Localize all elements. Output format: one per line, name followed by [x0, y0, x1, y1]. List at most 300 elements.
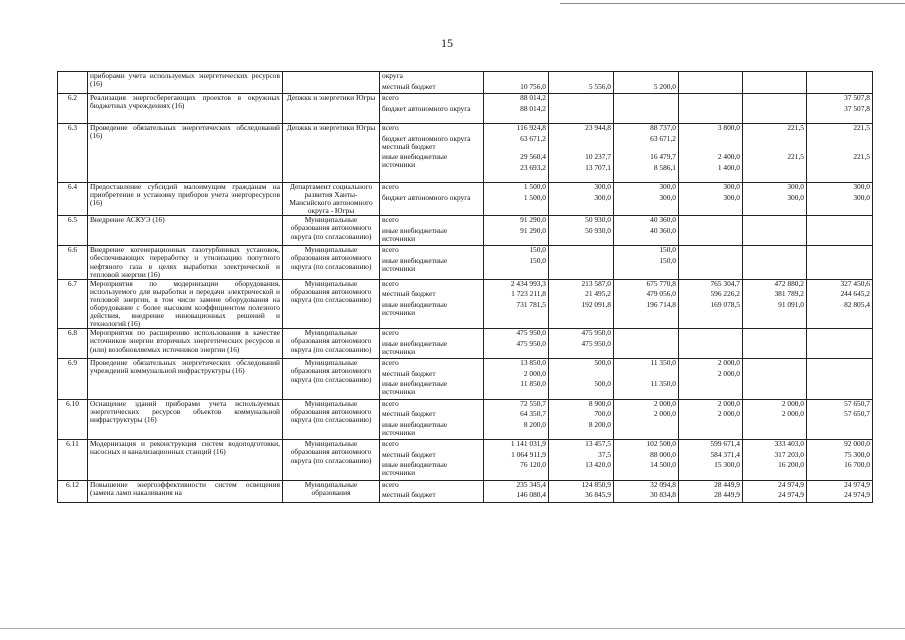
funding-source: всего — [382, 279, 399, 288]
funding-source: всего — [382, 480, 399, 489]
budget-table — [57, 71, 873, 503]
amount-value: 1 500,0 — [523, 183, 546, 191]
funding-source: иные внебюджетные источники — [382, 226, 448, 243]
amount-cell — [484, 480, 549, 502]
funding-source: местный бюджет — [382, 290, 436, 299]
executor-name: Муниципальные образования автономного округа (по согласованию) — [283, 216, 380, 246]
funding-source: всего — [382, 94, 399, 102]
amount-cell — [484, 329, 549, 359]
amount-value: 57 650,7 — [844, 399, 870, 408]
amount-value: 13 457,5 — [585, 440, 611, 449]
table-row — [58, 279, 873, 329]
amount-cell — [549, 279, 614, 329]
amount-value: 32 094,8 — [650, 480, 676, 489]
amount-value: 221,5 — [787, 153, 804, 161]
funding-source: местный бюджет — [382, 142, 436, 151]
amount-cell — [743, 279, 807, 329]
amount-cell — [807, 440, 873, 481]
funding-sources — [380, 440, 484, 481]
amount-value: 13 850,0 — [520, 359, 546, 368]
amount-value: 63 671,2 — [650, 134, 676, 143]
funding-source: всего — [382, 359, 399, 368]
amount-value — [681, 380, 740, 399]
funding-source: бюджет автономного округа — [382, 104, 471, 113]
amount-cell — [679, 124, 743, 183]
funding-sources — [380, 246, 484, 279]
row-number: 6.12 — [58, 480, 88, 502]
amount-value — [681, 72, 740, 83]
amount-value — [616, 370, 676, 381]
amount-value — [681, 257, 740, 276]
amount-value — [809, 257, 870, 276]
amount-value: 221,5 — [853, 124, 870, 132]
amount-value — [486, 72, 546, 83]
amount-cell — [743, 94, 807, 124]
amount-value: 23 944,8 — [585, 124, 611, 132]
amount-cell — [614, 216, 679, 246]
amount-value — [616, 105, 676, 124]
amount-cell — [807, 359, 873, 400]
amount-cell — [807, 216, 873, 246]
table-row — [58, 216, 873, 246]
amount-value: 333 403,0 — [774, 440, 804, 449]
amount-value: 16 700,0 — [844, 461, 870, 470]
amount-value: 300,0 — [594, 193, 611, 202]
table-body — [58, 72, 873, 503]
funding-source: местный бюджет — [382, 82, 436, 91]
funding-source: всего — [382, 399, 399, 408]
amount-value — [809, 83, 870, 94]
amount-cell — [679, 480, 743, 502]
executor-name: Муниципальные образования автономного округа (по согласованию) — [283, 246, 380, 279]
row-number: 6.8 — [58, 329, 88, 359]
amount-cell — [679, 359, 743, 400]
amount-value: 11 350,0 — [650, 380, 676, 389]
funding-source: бюджет автономного округа — [382, 134, 471, 143]
row-number: 6.9 — [58, 359, 88, 400]
amount-cell — [614, 72, 679, 94]
amount-value — [681, 105, 740, 124]
amount-cell — [549, 359, 614, 400]
amount-cell — [484, 440, 549, 481]
amount-cell — [614, 440, 679, 481]
measure-name: Внедрение АСКУЭ (16) — [88, 216, 283, 246]
funding-source: иные внебюджетные источники — [382, 256, 448, 273]
row-number — [58, 72, 88, 94]
amount-cell — [807, 183, 873, 216]
amount-value: 300,0 — [853, 193, 870, 202]
amount-cell — [484, 94, 549, 124]
amount-value: 500,0 — [594, 359, 611, 368]
amount-value: 169 078,5 — [710, 300, 740, 309]
amount-value: 1 723 211,8 — [511, 290, 546, 299]
amount-value: 300,0 — [723, 183, 740, 191]
amount-value — [809, 421, 870, 440]
amount-cell — [807, 279, 873, 329]
amount-value — [745, 340, 804, 359]
table-row — [58, 480, 873, 502]
amount-value: 37 507,8 — [844, 94, 870, 102]
row-number: 6.3 — [58, 124, 88, 183]
amount-cell — [679, 183, 743, 216]
amount-value: 76 120,0 — [520, 461, 546, 470]
amount-value — [681, 94, 740, 105]
amount-value — [809, 135, 870, 154]
amount-value: 29 560,4 — [520, 153, 546, 161]
amount-value — [745, 135, 804, 154]
table-row — [58, 359, 873, 400]
amount-cell — [743, 72, 807, 94]
amount-cell — [807, 124, 873, 183]
amount-cell — [807, 72, 873, 94]
amount-value: 37,5 — [598, 450, 611, 459]
amount-cell — [484, 72, 549, 94]
amount-value: 24 974,9 — [778, 480, 804, 489]
funding-sources — [380, 183, 484, 216]
funding-source: иные внебюджетные источники — [382, 300, 448, 317]
amount-cell — [614, 124, 679, 183]
amount-value: 28 449,9 — [714, 480, 740, 489]
amount-value — [745, 94, 804, 105]
amount-cell — [549, 124, 614, 183]
amount-value: 13 707,1 — [585, 163, 611, 172]
amount-value: 23 693,2 — [520, 163, 546, 172]
amount-cell — [549, 183, 614, 216]
amount-cell — [679, 279, 743, 329]
amount-value: 88 000,0 — [650, 450, 676, 459]
amount-cell — [549, 440, 614, 481]
amount-cell — [743, 480, 807, 502]
amount-cell — [484, 183, 549, 216]
amount-value: 700,0 — [594, 410, 611, 419]
amount-value: 1 141 031,9 — [510, 440, 546, 449]
amount-value: 91 290,0 — [520, 216, 546, 225]
amount-value: 3 800,0 — [717, 124, 740, 132]
amount-value: 88 014,2 — [520, 94, 546, 102]
amount-value: 2 000,0 — [523, 369, 546, 378]
amount-value: 24 974,9 — [844, 491, 870, 500]
amount-value: 10 237,7 — [585, 153, 611, 161]
amount-value — [745, 329, 804, 340]
amount-value: 91 290,0 — [520, 226, 546, 235]
amount-value — [809, 227, 870, 246]
amount-cell — [484, 399, 549, 440]
amount-cell — [614, 480, 679, 502]
funding-sources — [380, 124, 484, 183]
amount-value — [809, 380, 870, 399]
amount-cell — [484, 279, 549, 329]
amount-cell — [614, 399, 679, 440]
amount-value: 765 304,7 — [710, 279, 740, 288]
amount-value: 8 586,1 — [653, 163, 676, 172]
executor-name: Департамент социального развития Ханты-Мансийского автономного округа - Югры — [283, 183, 380, 216]
amount-value: 40 360,0 — [650, 216, 676, 225]
amount-value — [616, 329, 676, 340]
amount-cell — [743, 329, 807, 359]
amount-value — [809, 216, 870, 227]
amount-value: 8 200,0 — [588, 420, 611, 429]
amount-value: 317 203,0 — [774, 450, 804, 459]
funding-sources — [380, 279, 484, 329]
amount-value — [681, 216, 740, 227]
measure-name: Модернизация и реконструкция систем водоподготовки, насосных и канализационных станций (16) — [88, 440, 283, 481]
amount-cell — [807, 329, 873, 359]
amount-value: 1 500,0 — [523, 193, 546, 202]
funding-source: местный бюджет — [382, 369, 436, 378]
amount-value — [551, 370, 611, 381]
amount-value: 213 587,0 — [581, 279, 611, 288]
amount-cell — [614, 183, 679, 216]
amount-value: 150,0 — [659, 256, 676, 265]
amount-value: 24 974,9 — [844, 480, 870, 489]
measure-name: Проведение обязательных энергетических обследований (16) — [88, 124, 283, 183]
amount-value: 91 091,0 — [778, 300, 804, 309]
amount-cell — [614, 329, 679, 359]
funding-source: местный бюджет — [382, 410, 436, 419]
amount-value: 21 495,2 — [585, 290, 611, 299]
amount-value: 24 974,9 — [778, 491, 804, 500]
amount-value: 64 350,7 — [520, 410, 546, 419]
amount-cell — [679, 399, 743, 440]
amount-value: 2 000,0 — [653, 399, 676, 408]
amount-value: 475 950,0 — [581, 339, 611, 348]
amount-value: 30 834,8 — [650, 491, 676, 500]
amount-value: 13 420,0 — [585, 461, 611, 470]
amount-value: 124 850,9 — [581, 480, 611, 489]
amount-value: 75 300,0 — [844, 450, 870, 459]
executor-name: Муниципальные образования автономного округа (по согласованию) — [283, 399, 380, 440]
amount-value: 1 064 911,9 — [511, 450, 546, 459]
funding-source: местный бюджет — [382, 491, 436, 500]
amount-value: 146 080,4 — [516, 491, 546, 500]
amount-value: 57 650,7 — [844, 410, 870, 419]
amount-value — [616, 421, 676, 440]
amount-value: 92 000,0 — [844, 440, 870, 449]
amount-value — [681, 329, 740, 340]
amount-cell — [743, 216, 807, 246]
amount-cell — [484, 246, 549, 279]
amount-value: 10 756,0 — [520, 82, 546, 91]
amount-value: 300,0 — [594, 183, 611, 191]
row-number: 6.4 — [58, 183, 88, 216]
funding-source: бюджет автономного округа — [382, 193, 471, 202]
row-number: 6.7 — [58, 279, 88, 329]
amount-value — [616, 340, 676, 359]
executor-name: Муниципальные образования автономного округа (по согласованию) — [283, 329, 380, 359]
funding-sources — [380, 216, 484, 246]
amount-cell — [743, 246, 807, 279]
amount-cell — [614, 279, 679, 329]
executor-name: Муниципальные образования — [283, 480, 380, 502]
amount-value: 1 400,0 — [717, 163, 740, 172]
amount-value: 584 371,4 — [710, 450, 740, 459]
funding-source: всего — [382, 329, 399, 338]
amount-value: 235 345,4 — [516, 480, 546, 489]
amount-cell — [549, 329, 614, 359]
amount-value: 2 000,0 — [717, 369, 740, 378]
amount-value — [616, 72, 676, 83]
amount-value: 475 950,0 — [516, 339, 546, 348]
amount-value — [809, 246, 870, 257]
amount-cell — [484, 124, 549, 183]
amount-cell — [614, 359, 679, 400]
measure-name: Внедрение когенерационных газотурбинных установок, обеспечивающих переработку и утилизацию попутного нефтяного газа в целях выработки электрической и тепловой энергии (16) — [88, 246, 283, 279]
amount-value: 14 500,0 — [650, 461, 676, 470]
amount-value: 88 014,2 — [520, 104, 546, 113]
amount-value: 300,0 — [787, 193, 804, 202]
amount-value — [551, 94, 611, 105]
amount-value: 2 000,0 — [781, 399, 804, 408]
amount-value: 5 200,0 — [653, 82, 676, 91]
measure-name: Мероприятия по расширению использования в качестве источников энергии вторичных энергетических ресурсов и (или) возобновляемых источников энергии (16) — [88, 329, 283, 359]
amount-value — [745, 421, 804, 440]
amount-value — [551, 105, 611, 124]
amount-value — [551, 246, 611, 257]
amount-value — [809, 164, 870, 183]
funding-source: округа — [382, 72, 403, 80]
amount-value: 102 500,0 — [646, 440, 676, 449]
amount-cell — [549, 399, 614, 440]
amount-value — [681, 340, 740, 359]
amount-value — [809, 359, 870, 370]
funding-sources — [380, 359, 484, 400]
top-scan-edge — [560, 3, 905, 4]
amount-cell — [679, 94, 743, 124]
executor-name: Депжкк и энергетики Югры — [283, 124, 380, 183]
amount-cell — [679, 246, 743, 279]
amount-value: 327 450,6 — [840, 279, 870, 288]
funding-source: всего — [382, 440, 399, 449]
amount-value: 244 645,2 — [840, 290, 870, 299]
executor-name — [283, 72, 380, 94]
amount-value: 8 900,0 — [588, 399, 611, 408]
amount-value — [551, 135, 611, 154]
amount-value — [681, 421, 740, 440]
amount-cell — [549, 94, 614, 124]
amount-value: 5 556,0 — [588, 82, 611, 91]
amount-value: 221,5 — [853, 153, 870, 161]
row-number: 6.10 — [58, 399, 88, 440]
row-number: 6.6 — [58, 246, 88, 279]
measure-name: Реализация энергосберегающих проектов в окружных бюджетных учреждениях (16) — [88, 94, 283, 124]
amount-cell — [549, 216, 614, 246]
amount-cell — [807, 94, 873, 124]
amount-cell — [614, 246, 679, 279]
amount-value — [745, 227, 804, 246]
amount-value: 300,0 — [787, 183, 804, 191]
table-row — [58, 124, 873, 183]
executor-name: Депжкк и энергетики Югры — [283, 94, 380, 124]
amount-value — [681, 83, 740, 94]
amount-value: 15 300,0 — [714, 461, 740, 470]
amount-value: 50 930,0 — [585, 226, 611, 235]
measure-name: Предоставление субсидий малоимущим гражданам на приобретение и установку приборов учета энергоресурсов (16) — [88, 183, 283, 216]
amount-value — [809, 329, 870, 340]
amount-value: 381 789,2 — [774, 290, 804, 299]
amount-cell — [743, 124, 807, 183]
amount-cell — [807, 246, 873, 279]
table-row — [58, 329, 873, 359]
measure-name: Проведение обязательных энергетических обследований учреждений коммунальной инфраструктуры (16) — [88, 359, 283, 400]
amount-value: 150,0 — [659, 246, 676, 255]
amount-value: 479 056,0 — [646, 290, 676, 299]
amount-value: 50 930,0 — [585, 216, 611, 225]
funding-source: иные внебюджетные источники — [382, 420, 448, 437]
executor-name: Муниципальные образования автономного округа (по согласованию) — [283, 359, 380, 400]
funding-sources — [380, 399, 484, 440]
amount-value: 37 507,8 — [844, 104, 870, 113]
amount-value: 300,0 — [853, 183, 870, 191]
funding-source: иные внебюджетные источники — [382, 339, 448, 356]
amount-value — [809, 370, 870, 381]
row-number: 6.11 — [58, 440, 88, 481]
amount-cell — [679, 440, 743, 481]
amount-value — [551, 257, 611, 276]
amount-value: 475 950,0 — [516, 329, 546, 338]
amount-value — [745, 216, 804, 227]
table-row — [58, 399, 873, 440]
amount-value — [745, 370, 804, 381]
amount-value: 82 805,4 — [844, 300, 870, 309]
amount-value: 2 000,0 — [653, 410, 676, 419]
amount-cell — [743, 359, 807, 400]
amount-value — [745, 72, 804, 83]
amount-value: 475 950,0 — [581, 329, 611, 338]
amount-cell — [679, 72, 743, 94]
amount-value: 11 350,0 — [650, 359, 676, 368]
amount-value: 731 781,5 — [516, 300, 546, 309]
amount-value: 596 226,2 — [710, 290, 740, 299]
amount-value — [745, 257, 804, 276]
funding-source: всего — [382, 124, 399, 132]
row-number: 6.5 — [58, 216, 88, 246]
amount-value — [551, 72, 611, 83]
table-row — [58, 72, 873, 94]
amount-value: 36 845,9 — [585, 491, 611, 500]
table-row — [58, 183, 873, 216]
amount-value: 40 360,0 — [650, 226, 676, 235]
amount-value: 300,0 — [659, 183, 676, 191]
amount-value: 2 400,0 — [717, 153, 740, 161]
funding-sources — [380, 94, 484, 124]
amount-value: 72 550,7 — [520, 399, 546, 408]
amount-cell — [484, 216, 549, 246]
funding-source: всего — [382, 246, 399, 255]
amount-value — [745, 380, 804, 399]
funding-source: иные внебюджетные источники — [382, 461, 448, 478]
amount-value — [745, 246, 804, 257]
amount-value: 196 714,8 — [646, 300, 676, 309]
funding-source: местный бюджет — [382, 450, 436, 459]
page-number: 15 — [441, 36, 453, 50]
amount-cell — [743, 440, 807, 481]
amount-cell — [549, 246, 614, 279]
amount-cell — [549, 72, 614, 94]
amount-value — [745, 83, 804, 94]
amount-cell — [807, 399, 873, 440]
amount-value: 300,0 — [659, 193, 676, 202]
amount-value — [681, 227, 740, 246]
amount-value — [809, 72, 870, 83]
amount-value: 150,0 — [529, 246, 546, 255]
amount-value: 16 200,0 — [778, 461, 804, 470]
measure-name: приборами учета используемых энергетических ресурсов (16) — [88, 72, 283, 94]
amount-value: 16 479,7 — [650, 153, 676, 161]
amount-cell — [614, 94, 679, 124]
amount-value: 472 880,2 — [774, 279, 804, 288]
amount-value: 63 671,2 — [520, 134, 546, 143]
funding-source: иные внебюджетные источники — [382, 153, 448, 170]
